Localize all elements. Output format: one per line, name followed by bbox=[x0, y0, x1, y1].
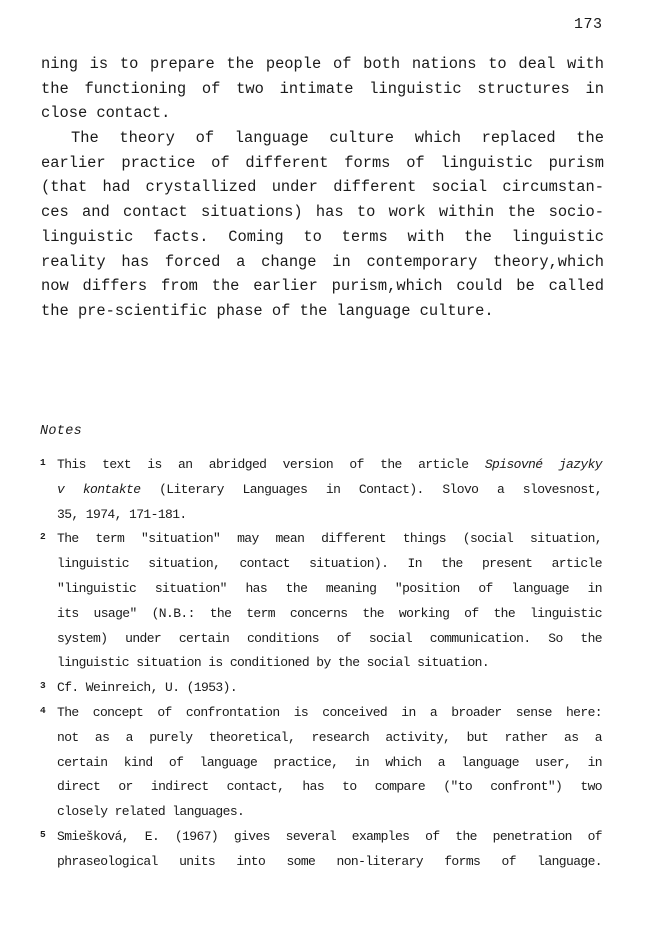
text-line: earlier practice of different forms of linguistic purism bbox=[41, 153, 604, 172]
footnote-5 bbox=[40, 825, 602, 875]
footnote-1 bbox=[40, 453, 602, 527]
footnote-line: its usage" (N.B.: the term concerns the working of the linguistic bbox=[57, 605, 602, 621]
footnote-line: Smiešková, E. (1967) gives several examples of the penetration of bbox=[57, 828, 602, 844]
footnote-line: Cf. Weinreich, U. (1953). bbox=[57, 680, 238, 696]
text-line: (that had crystallized under different social circumstan- bbox=[41, 178, 604, 197]
footnote-text: (Literary Languages in Contact). Slovo a slovesnost, bbox=[159, 481, 603, 497]
footnote-line: The term "situation" may mean different things (social situation, bbox=[57, 531, 602, 547]
notes-heading: Notes bbox=[40, 424, 83, 439]
footnote-number: 2 bbox=[40, 531, 46, 543]
footnote-number: 3 bbox=[40, 680, 46, 692]
footnote-number: 1 bbox=[40, 457, 46, 468]
page-number: 173 bbox=[574, 16, 603, 33]
footnote-line bbox=[57, 478, 602, 503]
footnote-line: linguistic situation is conditioned by the social situation. bbox=[57, 655, 490, 671]
footnote-line: not as a purely theoretical, research activity, but rather as a bbox=[57, 729, 602, 745]
body-text bbox=[41, 52, 604, 324]
text-line: ces and contact situations) has to work within the socio- bbox=[41, 203, 604, 222]
footnotes bbox=[40, 453, 602, 875]
text-line: the functioning of two intimate linguistic structures in bbox=[41, 79, 604, 98]
text-line: the pre-scientific phase of the language culture. bbox=[41, 301, 494, 320]
text-line: The theory of language culture which replaced the bbox=[71, 129, 604, 148]
footnote-line: linguistic situation, contact situation). In the present article bbox=[57, 556, 602, 572]
text-line: close contact. bbox=[41, 104, 171, 123]
footnote-line: system) under certain conditions of social communication. So the bbox=[57, 630, 602, 646]
footnote-line: phraseological units into some non-literary forms of language. bbox=[57, 853, 602, 869]
footnote-line: The concept of confrontation is conceived in a broader sense here: bbox=[57, 704, 602, 720]
footnote-line: closely related languages. bbox=[57, 804, 245, 820]
footnote-text: This text is an abridged version of the article bbox=[57, 457, 469, 472]
article-title-italic: Spisovné jazyky bbox=[484, 457, 602, 472]
text-line: linguistic facts. Coming to terms with the linguistic bbox=[41, 227, 604, 246]
footnote-line: 35, 1974, 171-181. bbox=[57, 506, 187, 522]
article-title-italic: v kontakte bbox=[57, 481, 141, 497]
footnote-3 bbox=[40, 676, 602, 701]
footnote-line: "linguistic situation" has the meaning "position of language in bbox=[57, 580, 602, 596]
footnote-2 bbox=[40, 527, 602, 676]
text-line: reality has forced a change in contemporary theory,which bbox=[41, 252, 604, 271]
footnote-number: 4 bbox=[40, 704, 46, 716]
footnote-line: direct or indirect contact, has to compare ("to confront") two bbox=[57, 779, 602, 795]
text-line: now differs from the earlier purism,which could be called bbox=[41, 277, 604, 296]
paragraph-1 bbox=[41, 52, 604, 126]
footnote-line: certain kind of language practice, in which a language user, in bbox=[57, 754, 602, 770]
footnote-number: 5 bbox=[40, 828, 46, 840]
footnote-4 bbox=[40, 701, 602, 825]
text-line: ning is to prepare the people of both nations to deal with bbox=[41, 55, 604, 73]
footnote-line bbox=[57, 453, 602, 478]
paragraph-2 bbox=[41, 126, 604, 324]
